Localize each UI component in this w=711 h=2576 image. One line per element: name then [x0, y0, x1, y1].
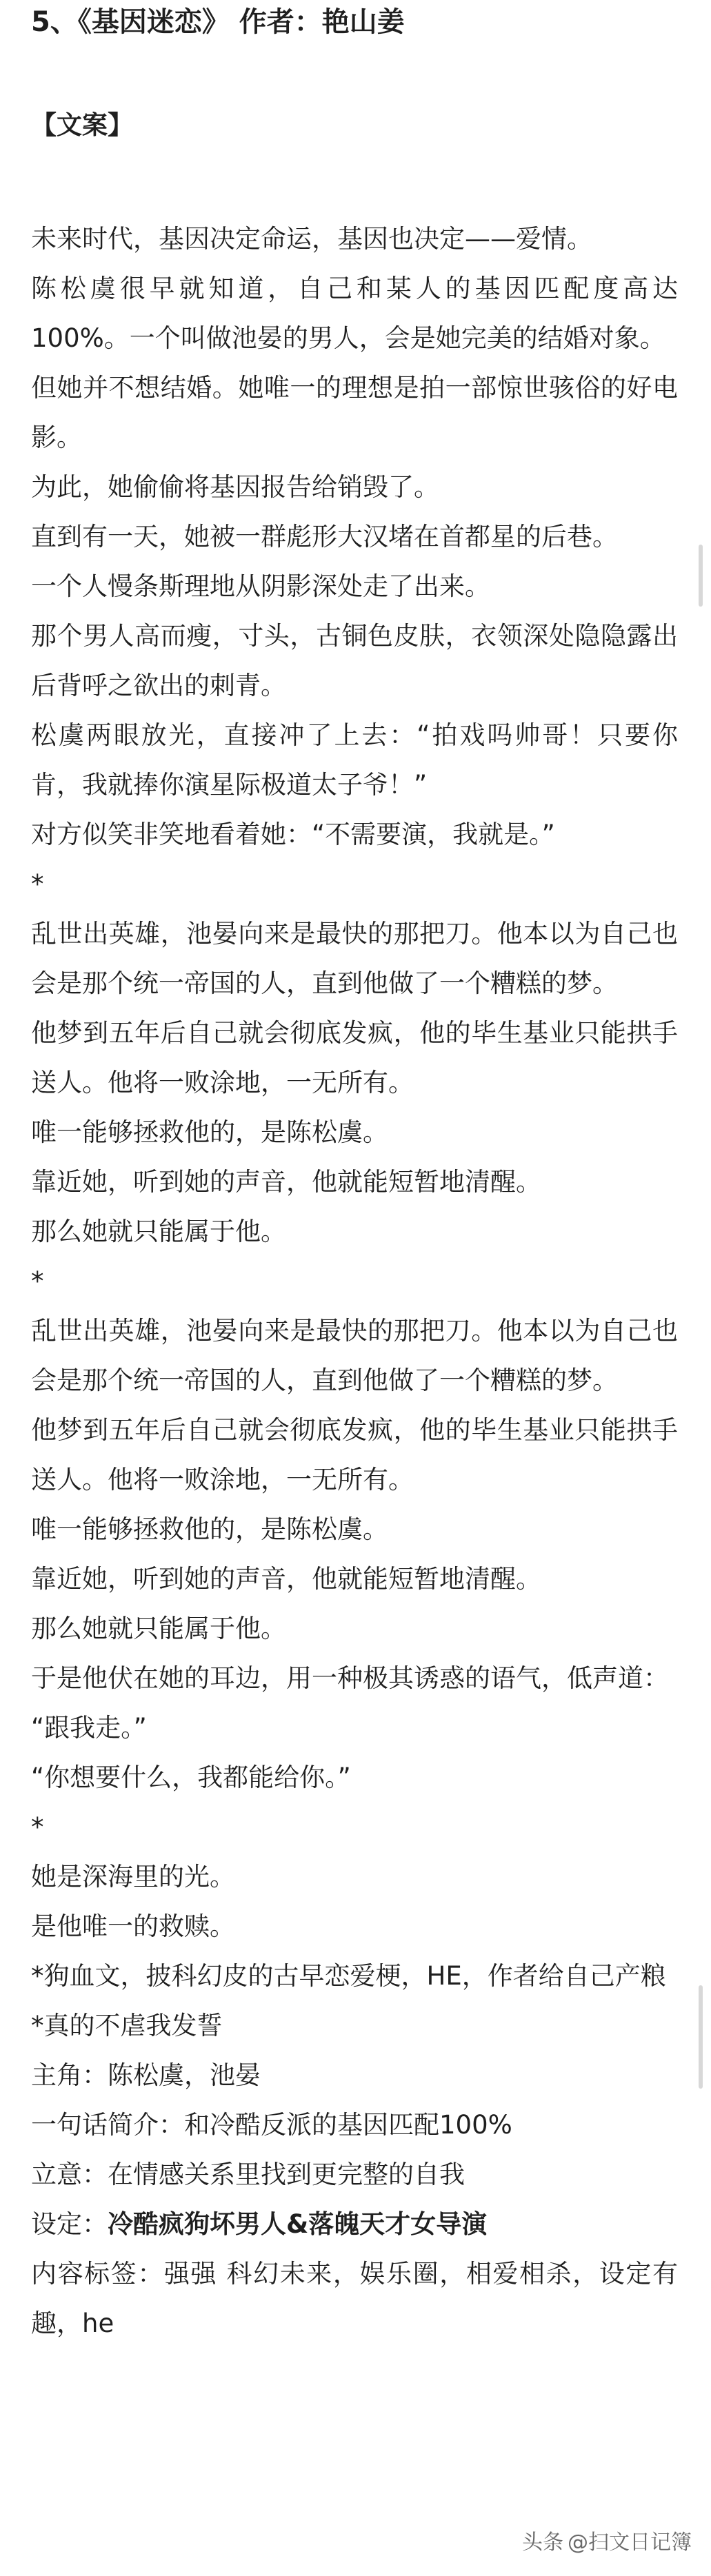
paragraph: *狗血文，披科幻皮的古早恋爱梗，HE，作者给自己产粮	[31, 1961, 666, 1991]
paragraph: 一个人慢条斯理地从阴影深处走了出来。	[31, 571, 490, 601]
paragraph: 立意：在情感关系里找到更完整的自我	[31, 2160, 465, 2189]
separator-star: *	[31, 1266, 44, 1296]
watermark-handle: @扫文日记簿	[568, 2531, 692, 2555]
setting-label: 设定：	[31, 2209, 108, 2239]
paragraph: 是他唯一的救赎。	[31, 1911, 235, 1941]
paragraph: 那么她就只能属于他。	[31, 1614, 286, 1643]
paragraph: 他梦到五年后自己就会彻底发疯，他的毕生基业只能拱手送人。他将一败涂地，一无所有。	[31, 1018, 678, 1097]
scrollbar[interactable]	[699, 0, 704, 2576]
paragraph: 为此，她偷偷将基因报告给销毁了。	[31, 472, 439, 502]
paragraph: *真的不虐我发誓	[31, 2011, 223, 2040]
separator-star: *	[31, 1812, 44, 1842]
setting-value: 冷酷疯狗坏男人&落魄天才女导演	[108, 2209, 488, 2239]
paragraph: 乱世出英雄，池晏向来是最快的那把刀。他本以为自己也会是那个统一帝国的人，直到他做了一个糟糕的梦。	[31, 1316, 678, 1395]
paragraph: 靠近她，听到她的声音，他就能短暂地清醒。	[31, 1564, 541, 1594]
paragraph: 他梦到五年后自己就会彻底发疯，他的毕生基业只能拱手送人。他将一败涂地，一无所有。	[31, 1415, 678, 1494]
separator-star: *	[31, 869, 44, 899]
paragraph: “跟我走。”	[31, 1713, 147, 1743]
paragraph: 主角：陈松虞，池晏	[31, 2060, 261, 2090]
paragraph: 于是他伏在她的耳边，用一种极其诱惑的语气，低声道：	[31, 1663, 669, 1693]
synopsis-body	[31, 214, 678, 2349]
source-watermark	[522, 2525, 692, 2555]
paragraph: 那个男人高而瘦，寸头，古铜色皮肤，衣领深处隐隐露出后背呼之欲出的刺青。	[31, 621, 678, 700]
paragraph: 靠近她，听到她的声音，他就能短暂地清醒。	[31, 1167, 541, 1197]
section-heading: 【文案】	[31, 110, 133, 140]
paragraph: 松虞两眼放光，直接冲了上去：“拍戏吗帅哥！只要你肯，我就捧你演星际极道太子爷！”	[31, 720, 678, 800]
paragraph: 乱世出英雄，池晏向来是最快的那把刀。他本以为自己也会是那个统一帝国的人，直到他做了一个糟糕的梦。	[31, 919, 678, 998]
watermark-brand: 头条	[522, 2531, 563, 2555]
paragraph: 但她并不想结婚。她唯一的理想是拍一部惊世骇俗的好电影。	[31, 373, 678, 452]
paragraph: 那么她就只能属于他。	[31, 1217, 286, 1246]
paragraph: 直到有一天，她被一群彪形大汉堵在首都星的后巷。	[31, 522, 618, 551]
setting-line	[31, 2200, 678, 2249]
scrollbar-thumb[interactable]	[699, 545, 703, 607]
paragraph: 唯一能够拯救他的，是陈松虞。	[31, 1514, 388, 1544]
tags-line: 内容标签：强强 科幻未来，娱乐圈，相爱相杀，设定有趣，he	[31, 2259, 678, 2338]
paragraph: 对方似笑非笑地看着她：“不需要演，我就是。”	[31, 820, 555, 849]
paragraph: “你想要什么，我都能给你。”	[31, 1763, 351, 1792]
scrollbar-thumb[interactable]	[699, 1985, 703, 2089]
paragraph: 陈松虞很早就知道，自己和某人的基因匹配度高达100%。一个叫做池晏的男人，会是她完美的结婚对象。	[31, 274, 678, 353]
paragraph: 唯一能够拯救他的，是陈松虞。	[31, 1117, 388, 1147]
paragraph: 她是深海里的光。	[31, 1862, 235, 1892]
paragraph: 未来时代，基因决定命运，基因也决定——爱情。	[31, 224, 592, 254]
paragraph: 一句话简介：和冷酷反派的基因匹配100%	[31, 2110, 512, 2140]
article-title: 5、《基因迷恋》 作者：艳山姜	[31, 6, 405, 38]
